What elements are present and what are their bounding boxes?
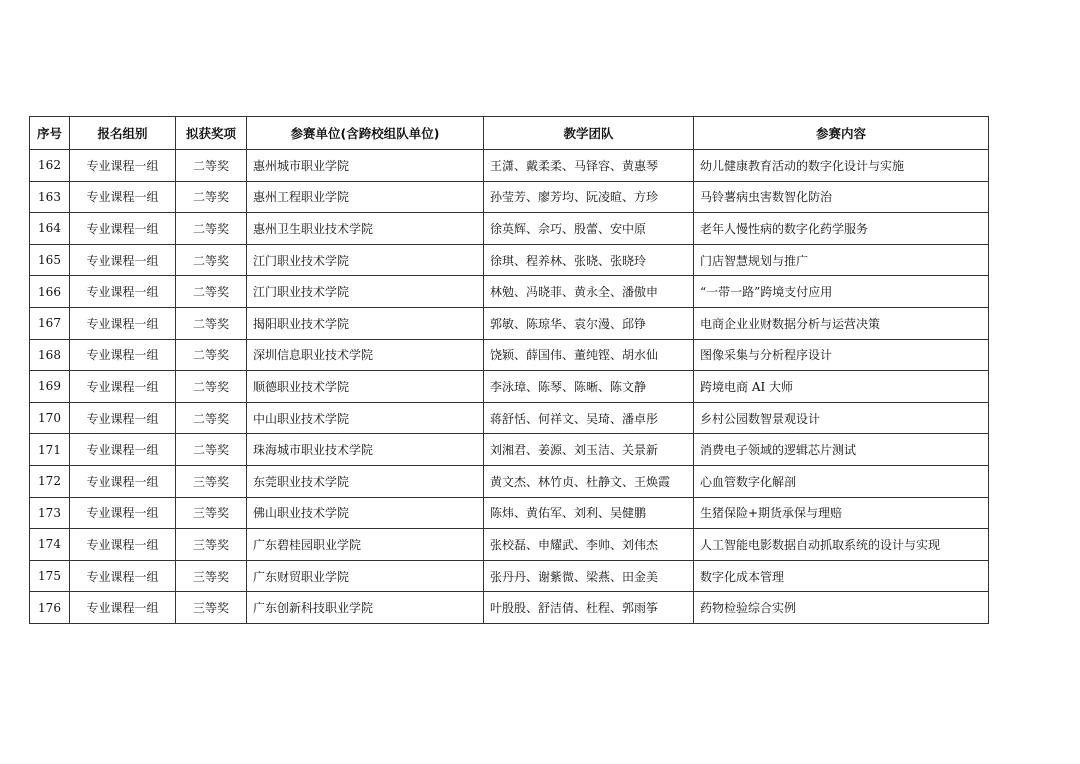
cell-unit: 惠州卫生职业技术学院: [247, 213, 484, 245]
table-row: [30, 181, 989, 213]
cell-seq: 165: [30, 244, 70, 276]
cell-award: 二等奖: [176, 434, 247, 466]
header-group: 报名组别: [70, 117, 176, 150]
cell-award: 三等奖: [176, 529, 247, 561]
cell-seq: 164: [30, 213, 70, 245]
cell-group: 专业课程一组: [70, 465, 176, 497]
cell-award: 二等奖: [176, 371, 247, 403]
cell-content: 人工智能电影数据自动抓取系统的设计与实现: [694, 529, 989, 561]
cell-unit: 揭阳职业技术学院: [247, 307, 484, 339]
cell-group: 专业课程一组: [70, 529, 176, 561]
cell-content: 生猪保险+期货承保与理赔: [694, 497, 989, 529]
cell-seq: 173: [30, 497, 70, 529]
cell-content: 乡村公园数智景观设计: [694, 402, 989, 434]
cell-group: 专业课程一组: [70, 560, 176, 592]
cell-unit: 广东碧桂园职业学院: [247, 529, 484, 561]
cell-group: 专业课程一组: [70, 339, 176, 371]
cell-content: 药物检验综合实例: [694, 592, 989, 624]
cell-team: 刘湘君、姜源、刘玉洁、关景新: [484, 434, 694, 466]
header-row: [30, 117, 989, 150]
cell-content: 图像采集与分析程序设计: [694, 339, 989, 371]
table-row: [30, 560, 989, 592]
table-row: [30, 529, 989, 561]
cell-award: 三等奖: [176, 592, 247, 624]
table-row: [30, 307, 989, 339]
table-row: [30, 465, 989, 497]
table-row: [30, 371, 989, 403]
cell-team: 饶颖、薛国伟、董纯铿、胡水仙: [484, 339, 694, 371]
table-row: [30, 497, 989, 529]
cell-unit: 惠州城市职业学院: [247, 150, 484, 182]
cell-team: 叶殷殷、舒洁倩、杜程、郭雨筝: [484, 592, 694, 624]
cell-content: 电商企业业财数据分析与运营决策: [694, 307, 989, 339]
cell-content: 消费电子领域的逻辑芯片测试: [694, 434, 989, 466]
cell-unit: 广东财贸职业学院: [247, 560, 484, 592]
cell-award: 二等奖: [176, 276, 247, 308]
header-seq: 序号: [30, 117, 70, 150]
cell-team: 蒋舒恬、何祥文、吴琦、潘卓彤: [484, 402, 694, 434]
table-row: [30, 150, 989, 182]
cell-team: 徐琪、程养林、张晓、张晓玲: [484, 244, 694, 276]
cell-unit: 江门职业技术学院: [247, 244, 484, 276]
cell-content: 数字化成本管理: [694, 560, 989, 592]
cell-award: 三等奖: [176, 465, 247, 497]
cell-content: 门店智慧规划与推广: [694, 244, 989, 276]
cell-award: 二等奖: [176, 402, 247, 434]
header-content: 参赛内容: [694, 117, 989, 150]
cell-content: 马铃薯病虫害数智化防治: [694, 181, 989, 213]
cell-team: 王潇、戴柔柔、马铎容、黄惠琴: [484, 150, 694, 182]
cell-seq: 172: [30, 465, 70, 497]
cell-group: 专业课程一组: [70, 150, 176, 182]
cell-award: 二等奖: [176, 181, 247, 213]
header-award: 拟获奖项: [176, 117, 247, 150]
cell-group: 专业课程一组: [70, 402, 176, 434]
header-team: 教学团队: [484, 117, 694, 150]
table-row: [30, 402, 989, 434]
cell-award: 二等奖: [176, 307, 247, 339]
cell-unit: 佛山职业技术学院: [247, 497, 484, 529]
cell-seq: 163: [30, 181, 70, 213]
cell-seq: 171: [30, 434, 70, 466]
table-row: [30, 592, 989, 624]
cell-group: 专业课程一组: [70, 371, 176, 403]
cell-unit: 珠海城市职业技术学院: [247, 434, 484, 466]
cell-group: 专业课程一组: [70, 276, 176, 308]
cell-seq: 166: [30, 276, 70, 308]
cell-award: 二等奖: [176, 244, 247, 276]
cell-team: 黄文杰、林竹贞、杜静文、王焕霞: [484, 465, 694, 497]
header-unit: 参赛单位(含跨校组队单位): [247, 117, 484, 150]
cell-group: 专业课程一组: [70, 181, 176, 213]
cell-award: 二等奖: [176, 213, 247, 245]
cell-group: 专业课程一组: [70, 307, 176, 339]
cell-content: 跨境电商 AI 大师: [694, 371, 989, 403]
cell-team: 林勉、冯晓菲、黄永全、潘傲申: [484, 276, 694, 308]
cell-seq: 176: [30, 592, 70, 624]
cell-content: 心血管数字化解剖: [694, 465, 989, 497]
cell-seq: 169: [30, 371, 70, 403]
cell-unit: 广东创新科技职业学院: [247, 592, 484, 624]
cell-seq: 170: [30, 402, 70, 434]
cell-content: 幼儿健康教育活动的数字化设计与实施: [694, 150, 989, 182]
cell-award: 三等奖: [176, 560, 247, 592]
cell-team: 郭敏、陈琼华、袁尔漫、邱铮: [484, 307, 694, 339]
cell-unit: 江门职业技术学院: [247, 276, 484, 308]
cell-seq: 175: [30, 560, 70, 592]
cell-award: 三等奖: [176, 497, 247, 529]
cell-seq: 174: [30, 529, 70, 561]
cell-seq: 162: [30, 150, 70, 182]
cell-seq: 168: [30, 339, 70, 371]
cell-unit: 顺德职业技术学院: [247, 371, 484, 403]
cell-unit: 惠州工程职业学院: [247, 181, 484, 213]
cell-award: 二等奖: [176, 339, 247, 371]
cell-unit: 深圳信息职业技术学院: [247, 339, 484, 371]
cell-team: 张丹丹、谢紫微、梁燕、田金美: [484, 560, 694, 592]
cell-group: 专业课程一组: [70, 213, 176, 245]
cell-unit: 中山职业技术学院: [247, 402, 484, 434]
award-table: [29, 116, 989, 624]
cell-team: 徐英辉、佘巧、殷蕾、安中原: [484, 213, 694, 245]
cell-team: 陈炜、黄佑军、刘利、吴健鹏: [484, 497, 694, 529]
cell-team: 李泳璋、陈琴、陈晰、陈文静: [484, 371, 694, 403]
table-row: [30, 213, 989, 245]
table-header: [30, 117, 989, 150]
cell-group: 专业课程一组: [70, 244, 176, 276]
table-row: [30, 276, 989, 308]
cell-team: 孙莹芳、廖芳均、阮凌暄、方珍: [484, 181, 694, 213]
cell-content: “一带一路”跨境支付应用: [694, 276, 989, 308]
cell-group: 专业课程一组: [70, 434, 176, 466]
cell-unit: 东莞职业技术学院: [247, 465, 484, 497]
cell-award: 二等奖: [176, 150, 247, 182]
cell-team: 张校磊、申耀武、李帅、刘伟杰: [484, 529, 694, 561]
table-row: [30, 434, 989, 466]
cell-group: 专业课程一组: [70, 592, 176, 624]
cell-seq: 167: [30, 307, 70, 339]
table-body: [30, 150, 989, 624]
table-row: [30, 244, 989, 276]
table-row: [30, 339, 989, 371]
cell-group: 专业课程一组: [70, 497, 176, 529]
cell-content: 老年人慢性病的数字化药学服务: [694, 213, 989, 245]
